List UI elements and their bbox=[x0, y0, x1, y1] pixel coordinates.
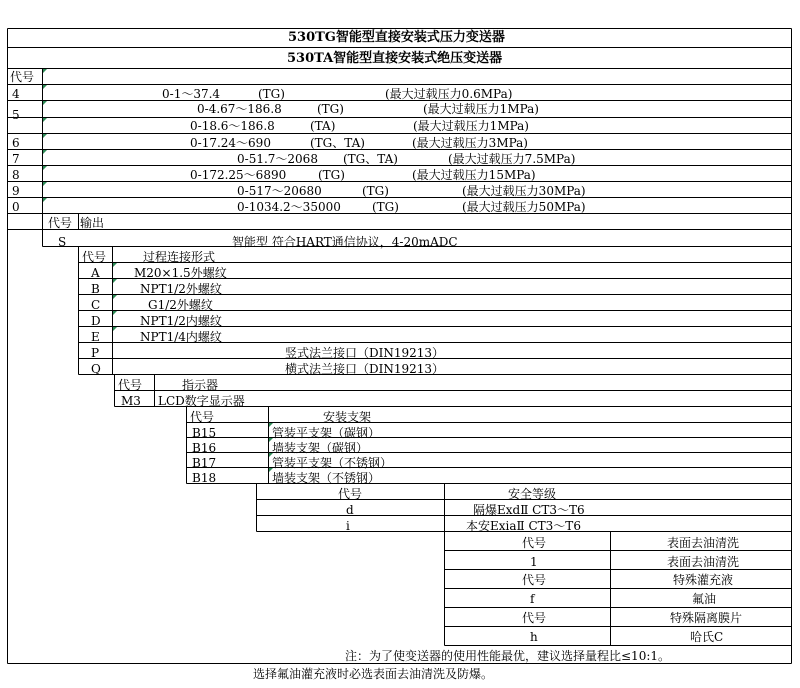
range-value: 0-517～20680 bbox=[237, 184, 322, 198]
cell-comment-marker bbox=[43, 85, 47, 89]
cell-comment-marker bbox=[113, 295, 117, 299]
range-value: 0-17.24～690 bbox=[190, 136, 271, 150]
range-overload: (最大过载压力1MPa) bbox=[413, 119, 529, 133]
range-type: (TA) bbox=[310, 119, 336, 133]
cell-comment-marker bbox=[43, 182, 47, 186]
range-overload: (最大过载压力0.6MPa) bbox=[385, 87, 513, 101]
range-overload: (最大过载压力7.5MPa) bbox=[448, 152, 576, 166]
safety-code: d bbox=[346, 503, 354, 517]
cleaning-code: 1 bbox=[530, 555, 538, 569]
cell-comment-marker bbox=[113, 263, 117, 267]
range-code: 4 bbox=[12, 87, 20, 101]
range-overload: (最大过载压力30MPa) bbox=[462, 184, 586, 198]
indicator-code-header: 代号 bbox=[118, 378, 143, 392]
fill-desc: 氟油 bbox=[692, 592, 717, 606]
connection-name-header: 过程连接形式 bbox=[143, 250, 216, 264]
indicator-code: M3 bbox=[121, 394, 141, 408]
range-type: (TG) bbox=[258, 87, 285, 101]
range-code: 9 bbox=[12, 184, 20, 198]
bracket-desc: 墙装支架（碳钢） bbox=[272, 441, 369, 455]
range-code: 8 bbox=[12, 168, 20, 182]
connection-code-header: 代号 bbox=[82, 250, 107, 264]
bracket-name-header: 安装支架 bbox=[323, 410, 372, 424]
range-value: 0-1034.2～35000 bbox=[237, 200, 341, 214]
bracket-code: B16 bbox=[192, 441, 217, 455]
bracket-code: B18 bbox=[192, 471, 217, 485]
bracket-desc: 墙装支架（不锈钢） bbox=[272, 471, 381, 485]
bracket-code: B17 bbox=[192, 456, 217, 470]
indicator-name-header: 指示器 bbox=[182, 378, 219, 392]
title-530ta: 530TA智能型直接安装式绝压变送器 bbox=[287, 51, 503, 66]
output-desc: 智能型 符合HART通信协议，4-20mADC bbox=[232, 235, 458, 249]
range-overload: (最大过载压力3MPa) bbox=[412, 136, 528, 150]
range-code: 5 bbox=[12, 108, 20, 122]
connection-code: E bbox=[91, 330, 100, 344]
cleaning-name-header: 表面去油清洗 bbox=[667, 536, 740, 550]
range-code: 6 bbox=[12, 136, 20, 150]
cell-comment-marker bbox=[113, 327, 117, 331]
bracket-desc: 管装平支架（不锈钢） bbox=[272, 456, 393, 470]
connection-desc: NPT1/2内螺纹 bbox=[140, 314, 222, 328]
cleaning-code-header: 代号 bbox=[522, 536, 547, 550]
safety-desc: 隔爆ExdⅡ CT3～T6 bbox=[473, 503, 585, 517]
cell-comment-marker bbox=[43, 166, 47, 170]
title-530tg: 530TG智能型直接安装式压力变送器 bbox=[288, 30, 505, 45]
safety-desc: 本安ExiaⅡ CT3～T6 bbox=[466, 519, 581, 533]
note-fluorine-oil: 选择氟油灌充液时必选表面去油清洗及防爆。 bbox=[253, 667, 494, 681]
output-code: S bbox=[58, 235, 67, 249]
fill-name-header: 特殊灌充液 bbox=[673, 573, 734, 587]
connection-desc: M20×1.5外螺纹 bbox=[134, 266, 227, 280]
range-type: (TG) bbox=[318, 168, 345, 182]
connection-code: C bbox=[91, 298, 101, 312]
connection-code: B bbox=[91, 282, 100, 296]
cell-comment-marker bbox=[43, 134, 47, 138]
connection-desc: NPT1/4内螺纹 bbox=[140, 330, 222, 344]
range-type: (TG) bbox=[317, 102, 344, 116]
range-overload: (最大过载压力15MPa) bbox=[412, 168, 536, 182]
connection-code: A bbox=[91, 266, 100, 280]
connection-code: Q bbox=[91, 362, 101, 376]
range-value: 0-4.67～186.8 bbox=[197, 102, 282, 116]
cell-comment-marker bbox=[43, 69, 47, 73]
range-value: 0-172.25～6890 bbox=[190, 168, 287, 182]
connection-desc: G1/2外螺纹 bbox=[148, 298, 213, 312]
connection-code: D bbox=[91, 314, 101, 328]
range-type: (TG、TA) bbox=[310, 136, 365, 150]
fill-code: f bbox=[530, 592, 535, 606]
safety-name-header: 安全等级 bbox=[508, 487, 557, 501]
connection-code: P bbox=[91, 346, 100, 360]
connection-desc: 竖式法兰接口（DIN19213） bbox=[285, 346, 445, 360]
connection-desc: NPT1/2外螺纹 bbox=[140, 282, 222, 296]
connection-desc: 横式法兰接口（DIN19213） bbox=[285, 362, 445, 376]
safety-code-header: 代号 bbox=[338, 487, 363, 501]
cell-comment-marker bbox=[43, 101, 47, 105]
range-overload: (最大过载压力50MPa) bbox=[462, 200, 586, 214]
range-code-header: 代号 bbox=[10, 70, 35, 84]
diaphragm-desc: 哈氏C bbox=[690, 630, 724, 644]
output-code-header: 代号 bbox=[48, 216, 73, 230]
range-value: 0-51.7～2068 bbox=[237, 152, 318, 166]
range-type: (TG) bbox=[362, 184, 389, 198]
range-value: 0-18.6～186.8 bbox=[190, 119, 275, 133]
fill-code-header: 代号 bbox=[522, 573, 547, 587]
range-value: 0-1～37.4 bbox=[162, 87, 221, 101]
bracket-code: B15 bbox=[192, 426, 217, 440]
bracket-desc: 管装平支架（碳钢） bbox=[272, 426, 381, 440]
range-code: 7 bbox=[12, 152, 20, 166]
range-type: (TG、TA) bbox=[343, 152, 398, 166]
output-name-header: 输出 bbox=[80, 216, 105, 230]
diaphragm-name-header: 特殊隔离膜片 bbox=[670, 611, 743, 625]
diaphragm-code-header: 代号 bbox=[522, 611, 547, 625]
note-range-ratio: 注：为了使变送器的使用性能最优，建议选择量程比≤10:1。 bbox=[345, 649, 671, 663]
range-overload: (最大过载压力1MPa) bbox=[423, 102, 539, 116]
cell-comment-marker bbox=[113, 311, 117, 315]
cell-comment-marker bbox=[43, 150, 47, 154]
safety-code: i bbox=[346, 519, 350, 533]
cell-comment-marker bbox=[113, 279, 117, 283]
cell-comment-marker bbox=[43, 118, 47, 122]
indicator-desc: LCD数字显示器 bbox=[158, 394, 245, 408]
cell-comment-marker bbox=[43, 198, 47, 202]
range-type: (TG) bbox=[372, 200, 399, 214]
range-code: 0 bbox=[12, 200, 20, 214]
cleaning-desc: 表面去油清洗 bbox=[667, 555, 740, 569]
bracket-code-header: 代号 bbox=[190, 410, 215, 424]
diaphragm-code: h bbox=[530, 630, 538, 644]
